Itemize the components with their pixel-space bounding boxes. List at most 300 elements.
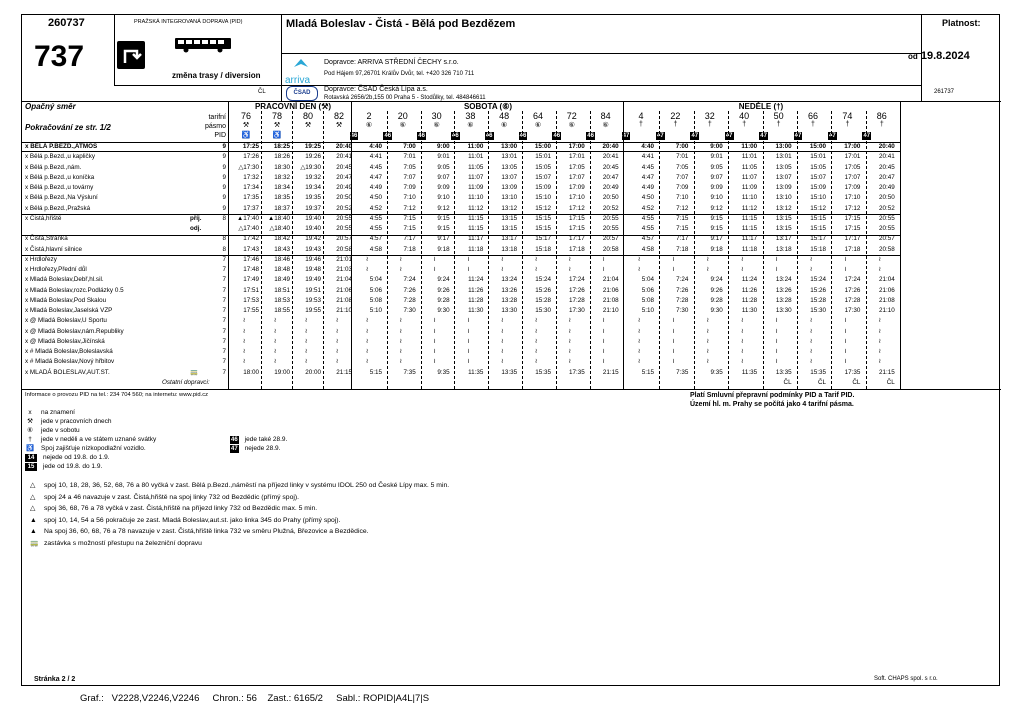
departure-time: 13:15: [501, 214, 518, 222]
reference-code: 261737: [934, 89, 955, 95]
timetable-code: 260737: [48, 17, 85, 29]
departure-time: 13:07: [775, 173, 792, 181]
departure-time: 9:12: [710, 204, 723, 212]
carrier2-prefix: ČL: [258, 89, 266, 95]
departure-time: ≀: [365, 317, 369, 325]
departure-time: 19:43: [305, 245, 321, 253]
departure-time: ≀: [706, 358, 709, 366]
departure-time: ≀: [433, 255, 436, 263]
group-workdays: PRACOVNÍ DEN (⚒): [254, 102, 332, 111]
departure-time: ≀: [775, 255, 778, 263]
departure-time: 20:52: [879, 204, 895, 212]
departure-time: 21:06: [879, 286, 895, 294]
departure-time: 17:30: [844, 307, 861, 314]
departure-time: 20:57: [602, 235, 619, 243]
departure-time: 17:53: [243, 296, 259, 304]
departure-time: 21:10: [602, 307, 619, 314]
departure-time: ≀: [335, 358, 339, 366]
tariff-zone: 8: [222, 245, 226, 253]
departure-time: 19:46: [305, 255, 321, 263]
column-note-code: 47: [760, 133, 767, 139]
departure-time: 21:08: [879, 296, 895, 304]
departure-time: ≀: [741, 255, 744, 263]
departure-time: 11:30: [741, 307, 758, 314]
departure-time: ≀: [304, 337, 308, 345]
departure-time: 18:37: [274, 204, 290, 212]
departure-time: 20:41: [336, 153, 352, 161]
departure-time: ≀: [672, 337, 675, 345]
departure-time: 13:10: [501, 194, 518, 202]
departure-time: ≀: [304, 317, 308, 325]
departure-time: 20:47: [336, 173, 352, 181]
departure-time: 9:30: [437, 307, 450, 314]
departure-time: 9:00: [436, 143, 450, 150]
departure-time: 4:58: [369, 245, 382, 253]
departure-time: 9:35: [437, 368, 450, 376]
carrier1-label: Dopravce: ARRIVA STŘEDNÍ ČECHY s.r.o.: [324, 59, 459, 66]
departure-time: ČL: [817, 378, 826, 386]
departure-time: 13:00: [775, 143, 792, 150]
departure-time: 21:06: [602, 286, 619, 294]
departure-time: ≀: [672, 317, 675, 325]
departure-time: 9:35: [710, 368, 723, 376]
departure-time: ≀: [501, 255, 504, 263]
departure-time: 13:15: [775, 225, 792, 232]
departure-time: 7:10: [676, 194, 689, 202]
departure-time: 9:26: [437, 286, 450, 294]
departure-time: 18:34: [274, 184, 290, 191]
departure-time: 19:34: [305, 184, 321, 191]
departure-time: 7:28: [676, 296, 689, 304]
stop-name: x @ Mladá Boleslav,Jičínská: [25, 337, 105, 345]
departure-time: 9:24: [437, 276, 450, 284]
departure-time: ≀: [775, 317, 778, 325]
departure-time: ≀: [534, 348, 538, 355]
departure-time: 7:00: [675, 143, 689, 150]
departure-time: 9:30: [710, 307, 723, 314]
diversion-label: změna trasy / diversion: [172, 71, 261, 80]
departure-time: ČL: [852, 378, 861, 386]
departure-time: 13:09: [775, 184, 792, 191]
departure-time: 4:49: [369, 184, 382, 191]
departure-time: ≀: [534, 327, 538, 335]
departure-time: 7:15: [676, 214, 689, 222]
departure-time: 21:08: [336, 296, 352, 304]
departure-time: 17:51: [243, 286, 259, 294]
column-number: 50: [773, 111, 784, 121]
soft-credit: Soft. CHAPS spol. s r.o.: [874, 676, 938, 682]
departure-time: 11:24: [468, 276, 484, 284]
column-note-code: 46: [384, 133, 392, 139]
carrier2-address: Rotavská 2656/2b,155 00 Praha 5 - Stodůlky, tel. 484846611: [324, 95, 486, 101]
bus-icon: [174, 37, 234, 58]
departure-time: 17:17: [844, 235, 861, 243]
departure-time: 17:35: [844, 368, 861, 376]
column-day-symbol: ⑥: [467, 122, 474, 129]
column-number: 40: [739, 111, 750, 121]
tariff-label-pid: PID: [214, 132, 226, 139]
departure-time: 21:15: [879, 368, 895, 376]
departure-time: ≀: [534, 266, 538, 273]
departure-time: 13:35: [501, 368, 518, 376]
departure-time: ≀: [273, 348, 277, 355]
departure-time: 7:17: [403, 235, 416, 243]
column-number: 64: [532, 111, 543, 121]
departure-time: 20:47: [602, 173, 619, 181]
column-note-code: 46: [553, 133, 561, 139]
departure-time: 13:01: [501, 153, 518, 161]
departure-time: 7:09: [403, 184, 416, 191]
departure-time: ≀: [844, 327, 847, 335]
departure-time: ≀: [467, 317, 470, 325]
departure-time: 17:35: [569, 368, 585, 376]
tariff-zone: 7: [222, 286, 226, 294]
column-number: 86: [876, 111, 887, 121]
departure-time: 5:06: [369, 286, 382, 294]
departure-time: 20:40: [602, 143, 619, 150]
footnote: ▲ Na spoj 36, 60, 68, 76 a 78 navazuje v zast. Čistá,hřiště linka 732 ve směru Plužná, Březovice a Bezdědice.: [30, 528, 369, 535]
column-day-symbol: ⚒: [273, 122, 281, 129]
departure-time: 9:18: [710, 245, 723, 253]
departure-time: ≀: [706, 327, 709, 335]
departure-time: 13:12: [775, 204, 792, 212]
departure-time: 18:43: [274, 245, 290, 253]
departure-time: ≀: [501, 358, 504, 366]
departure-time: 20:55: [879, 214, 895, 222]
departure-time: ≀: [637, 255, 641, 263]
departure-time: 15:24: [535, 276, 551, 284]
tariff-zone: 7: [222, 348, 226, 355]
departure-time: ≀: [741, 266, 744, 273]
column-day-symbol: ⚒: [335, 122, 343, 129]
departure-time: ≀: [568, 337, 571, 345]
departure-time: △17:30: [238, 163, 259, 171]
departure-time: ≀: [602, 327, 605, 335]
legend-item: ♿ Spoj zajišťuje nízkopodlažní vozidlo.: [25, 445, 146, 452]
departure-time: 11:12: [468, 204, 484, 212]
departure-time: 21:08: [602, 296, 619, 304]
departure-time: 4:47: [641, 173, 654, 181]
departure-time: 11:18: [468, 245, 484, 253]
tariff-zone: 7: [222, 296, 226, 304]
stop-mark: Ostatní dopravci:: [162, 378, 210, 386]
departure-time: 20:58: [336, 245, 352, 253]
departure-time: 19:42: [305, 235, 321, 243]
tariff-zone: 8: [222, 235, 226, 243]
departure-time: 17:15: [844, 214, 861, 222]
tariff-label: tarifní: [208, 114, 226, 121]
departure-time: 15:17: [810, 235, 826, 243]
departure-time: ≀: [399, 358, 402, 366]
departure-time: 13:18: [501, 245, 518, 253]
departure-time: ≀: [335, 348, 339, 355]
departure-time: 21:04: [336, 276, 352, 284]
departure-time: 17:12: [844, 204, 861, 212]
departure-time: ≀: [775, 358, 778, 366]
departure-time: 15:35: [810, 368, 826, 376]
departure-time: 17:25: [242, 143, 259, 150]
column-day-symbol: ⚒: [242, 122, 250, 129]
departure-time: 7:30: [403, 307, 416, 314]
stop-name: x Bělá p.Bezd.,Pražská: [25, 204, 91, 212]
departure-time: ≀: [706, 348, 709, 355]
departure-time: 17:48: [243, 266, 259, 273]
column-lowfloor-symbol: ♿: [272, 132, 282, 139]
departure-time: 20:50: [602, 194, 619, 202]
departure-time: ≀: [568, 317, 571, 325]
departure-time: ≀: [568, 327, 571, 335]
departure-time: ≀: [706, 317, 709, 325]
departure-time: ≀: [501, 327, 504, 335]
legend-item: † jede v neděli a ve státem uznané svátky: [28, 436, 157, 443]
departure-time: ≀: [501, 317, 504, 325]
departure-time: 4:58: [641, 245, 654, 253]
column-note-code: 47: [657, 133, 664, 139]
departure-time: ≀: [844, 255, 847, 263]
departure-time: ≀: [467, 327, 470, 335]
departure-time: △17:40: [238, 225, 259, 232]
departure-time: ≀: [534, 337, 538, 345]
departure-time: ≀: [433, 327, 436, 335]
departure-time: 15:15: [810, 214, 826, 222]
departure-time: ≀: [706, 255, 709, 263]
departure-time: 9:28: [437, 296, 450, 304]
departure-time: 15:15: [535, 225, 551, 232]
departure-time: ≀: [534, 317, 538, 325]
departure-time: 13:15: [501, 225, 518, 232]
departure-time: ≀: [568, 266, 571, 273]
legend-item: 14 nejede od 19.8. do 1.9.: [25, 453, 110, 462]
column-number: 84: [600, 111, 611, 121]
departure-time: 9:15: [710, 214, 723, 222]
departure-time: 11:28: [468, 296, 484, 304]
departure-time: ▲18:40: [268, 214, 290, 222]
column-day-symbol: †: [639, 121, 643, 128]
line-number: 737: [34, 40, 85, 73]
departure-time: 7:15: [676, 225, 689, 232]
departure-time: ≀: [878, 337, 881, 345]
departure-time: 7:26: [403, 286, 416, 294]
stop-name: x Mladá Boleslav,rozc.Podlázky 0.5: [25, 286, 124, 294]
departure-time: ≀: [273, 317, 277, 325]
column-number: 78: [271, 111, 282, 121]
column-day-symbol: ⑥: [568, 122, 575, 129]
tariff-label-zone: pásmo: [204, 123, 226, 130]
column-day-symbol: ⑥: [399, 122, 406, 129]
column-number: 30: [431, 111, 442, 121]
tariff-zone: 7: [222, 266, 226, 273]
stop-name: x Hrdlořezy: [25, 255, 57, 263]
departure-time: 7:05: [676, 163, 689, 171]
diversion-icon: [117, 41, 145, 69]
departure-time: ≀: [365, 348, 369, 355]
departure-time: 17:32: [243, 173, 259, 181]
departure-time: 17:05: [844, 163, 861, 171]
column-number: 22: [670, 111, 681, 121]
departure-time: 17:28: [844, 296, 861, 304]
footnote: △ spoj 10, 18, 28, 36, 52, 68, 76 a 80 vyčká v zast. Bělá p.Bezd.,náměstí na příjezd linky v systému IDOL 250 od České Lípy max. 5 min.: [30, 482, 450, 489]
departure-time: 18:53: [274, 296, 290, 304]
tariff-zone: 9: [222, 184, 226, 191]
departure-time: 11:30: [468, 307, 484, 314]
departure-time: 13:28: [501, 296, 518, 304]
departure-time: 9:00: [710, 143, 723, 150]
departure-time: 13:00: [501, 143, 518, 150]
departure-time: 7:00: [403, 143, 416, 150]
departure-time: ≀: [809, 337, 813, 345]
departure-time: ≀: [878, 317, 881, 325]
departure-time: 7:15: [403, 225, 416, 232]
departure-time: 5:06: [641, 286, 654, 294]
departure-time: ≀: [467, 358, 470, 366]
departure-time: ≀: [568, 358, 571, 366]
departure-time: 19:40: [305, 214, 321, 222]
departure-time: 17:00: [844, 143, 861, 150]
departure-time: 13:18: [775, 245, 792, 253]
departure-time: 4:40: [369, 143, 382, 150]
departure-time: 18:25: [273, 143, 290, 150]
departure-time: 11:35: [468, 368, 484, 376]
departure-time: 9:09: [437, 184, 450, 191]
departure-time: ≀: [399, 317, 402, 325]
departure-time: 20:50: [879, 194, 895, 202]
departure-time: 15:18: [535, 245, 551, 253]
column-number: 48: [499, 111, 510, 121]
departure-time: 18:42: [274, 235, 290, 243]
departure-time: 17:28: [569, 296, 585, 304]
departure-time: 11:12: [741, 204, 758, 212]
departure-time: 7:12: [403, 204, 416, 212]
departure-time: 15:15: [535, 214, 551, 222]
departure-time: ≀: [672, 348, 675, 355]
departure-time: 20:58: [879, 245, 895, 253]
departure-time: 13:17: [775, 235, 792, 243]
departure-time: 15:30: [535, 307, 551, 314]
departure-time: 11:15: [741, 214, 758, 222]
column-number: 74: [842, 111, 853, 121]
departure-time: ≀: [741, 337, 744, 345]
departure-time: 17:18: [569, 245, 585, 253]
departure-time: 15:17: [535, 235, 551, 243]
departure-time: ≀: [741, 317, 744, 325]
stop-name: x Hrdlořezy,Přední důl: [25, 266, 87, 273]
departure-time: 17:10: [844, 194, 861, 202]
departure-time: 7:35: [403, 368, 416, 376]
departure-time: ≀: [775, 327, 778, 335]
stop-mark: odj.: [190, 225, 202, 232]
departure-time: 13:05: [775, 163, 792, 171]
departure-time: 19:53: [305, 296, 321, 304]
legend-item: 46 jede také 28.9.: [231, 436, 288, 443]
departure-time: 9:10: [437, 194, 450, 202]
departure-time: 15:10: [535, 194, 551, 202]
group-sunday: NEDĚLE (†): [738, 102, 784, 111]
departure-time: 11:09: [468, 184, 484, 191]
departure-time: 5:10: [641, 307, 654, 314]
departure-time: 11:07: [468, 173, 484, 181]
departure-time: 11:26: [741, 286, 758, 294]
departure-time: 9:15: [710, 225, 723, 232]
departure-time: 20:49: [602, 184, 619, 191]
departure-time: 20:52: [336, 204, 352, 212]
departure-time: 11:05: [468, 163, 484, 171]
departure-time: ≀: [602, 358, 605, 366]
departure-time: 20:55: [336, 214, 352, 222]
departure-time: △18:40: [269, 225, 290, 232]
departure-time: ≀: [637, 327, 641, 335]
departure-time: ≀: [433, 266, 436, 273]
departure-time: 13:26: [501, 286, 518, 294]
departure-time: 17:26: [243, 153, 259, 161]
departure-time: 19:32: [305, 173, 321, 181]
departure-time: 18:55: [274, 307, 290, 314]
departure-time: 20:49: [879, 184, 895, 191]
departure-time: 21:03: [336, 266, 352, 273]
departure-time: 11:17: [741, 235, 758, 243]
departure-time: 15:35: [535, 368, 551, 376]
column-note-code: 46: [519, 133, 527, 139]
departure-time: 17:00: [568, 143, 585, 150]
departure-time: 15:12: [810, 204, 826, 212]
departure-time: 4:47: [369, 173, 382, 181]
departure-time: 9:18: [437, 245, 450, 253]
departure-time: 15:12: [535, 204, 551, 212]
departure-time: 11:00: [467, 143, 484, 150]
column-lowfloor-symbol: ♿: [241, 132, 251, 139]
departure-time: ≀: [399, 255, 402, 263]
departure-time: 7:18: [676, 245, 689, 253]
stop-name: x BĚLÁ P.BEZD.,ATMOS: [25, 143, 98, 150]
departure-time: ≀: [844, 358, 847, 366]
departure-time: 11:18: [741, 245, 758, 253]
column-note-code: 47: [863, 133, 871, 139]
direction-label: Opačný směr: [25, 102, 76, 111]
departure-time: 13:15: [775, 214, 792, 222]
departure-time: 19:49: [305, 276, 321, 284]
departure-time: ≀: [878, 327, 881, 335]
departure-time: 21:04: [602, 276, 619, 284]
tariff-zone: 8: [222, 214, 226, 222]
departure-time: ≀: [844, 266, 847, 273]
departure-time: 4:49: [641, 184, 654, 191]
tariff-zone: 7: [222, 317, 226, 325]
departure-time: 11:15: [741, 225, 758, 232]
departure-time: 15:07: [810, 173, 826, 181]
departure-time: ≀: [602, 266, 605, 273]
departure-time: ≀: [637, 266, 641, 273]
departure-time: 20:41: [602, 153, 619, 161]
stop-name: x @ Mladá Boleslav,U Sportu: [25, 317, 107, 325]
column-day-symbol: ⑥: [433, 122, 440, 129]
departure-time: 17:42: [243, 235, 259, 243]
departure-time: 7:01: [676, 153, 689, 161]
departure-time: 19:35: [305, 194, 321, 202]
departure-time: 15:00: [534, 143, 551, 150]
departure-time: 17:15: [844, 225, 861, 232]
departure-time: 15:15: [810, 225, 826, 232]
departure-time: 13:24: [775, 276, 792, 284]
departure-time: 15:28: [810, 296, 826, 304]
departure-time: 13:26: [775, 286, 792, 294]
departure-time: 19:48: [305, 266, 321, 273]
departure-time: 9:01: [710, 153, 723, 161]
stop-mark: 🚃: [190, 368, 198, 376]
legend-item: 15 jede od 19.8. do 1.9.: [25, 462, 102, 471]
departure-time: 20:41: [879, 153, 895, 161]
departure-time: ≀: [501, 337, 504, 345]
departure-time: ≀: [672, 358, 675, 366]
departure-time: 21:06: [336, 286, 352, 294]
